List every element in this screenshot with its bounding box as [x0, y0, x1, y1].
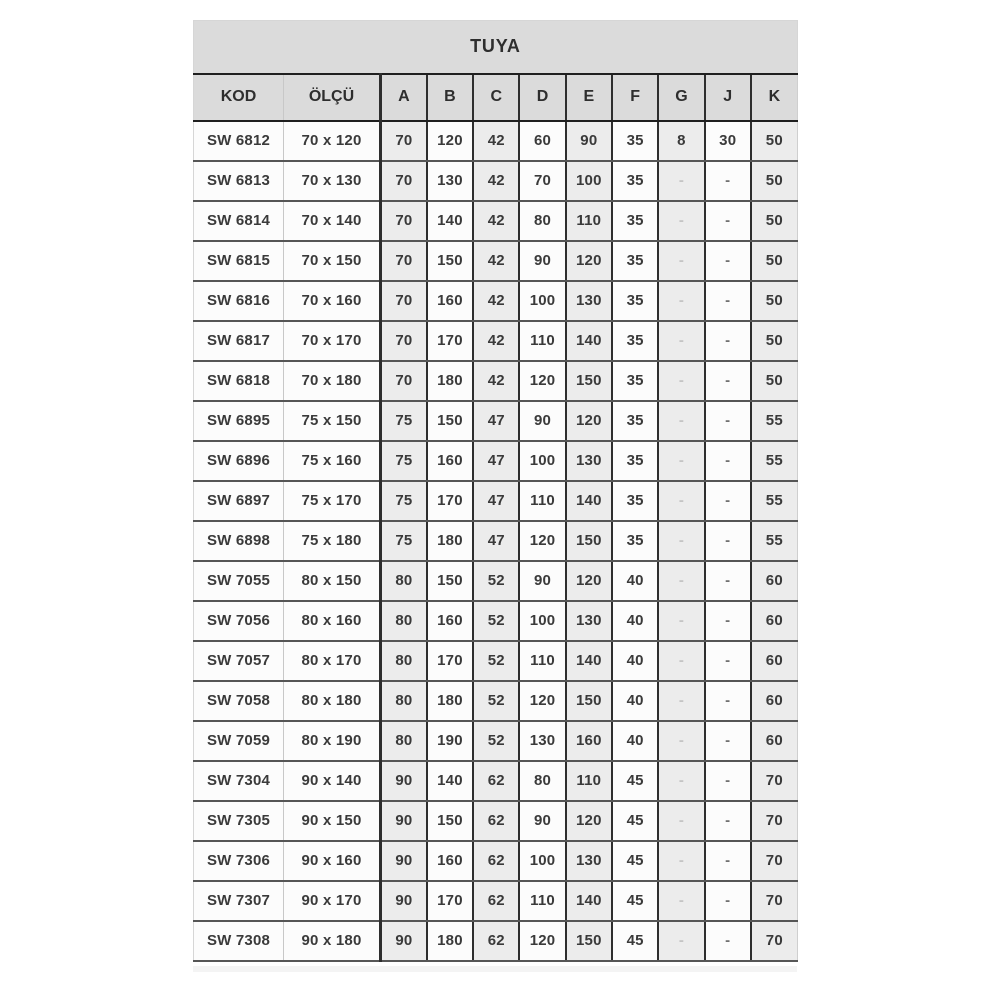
value-cell: 42 — [473, 121, 519, 161]
value-cell: 170 — [427, 321, 473, 361]
value-cell: - — [658, 601, 704, 641]
kod-cell: SW 7308 — [194, 921, 284, 961]
table-row — [194, 321, 798, 361]
value-cell: 150 — [566, 521, 612, 561]
value-cell: 55 — [751, 441, 797, 481]
kod-cell: SW 6812 — [194, 121, 284, 161]
column-header-c: C — [473, 74, 519, 121]
value-cell: 60 — [751, 561, 797, 601]
value-cell: 8 — [658, 121, 704, 161]
value-cell: 40 — [612, 681, 658, 721]
olcu-cell: 90 x 150 — [284, 801, 381, 841]
value-cell: 35 — [612, 281, 658, 321]
value-cell: 42 — [473, 321, 519, 361]
value-cell: 110 — [566, 761, 612, 801]
value-cell: 45 — [612, 761, 658, 801]
olcu-cell: 80 x 180 — [284, 681, 381, 721]
value-cell: 110 — [519, 881, 565, 921]
table-row — [194, 841, 798, 881]
value-cell: 55 — [751, 401, 797, 441]
value-cell: 80 — [381, 561, 427, 601]
value-cell: 60 — [751, 721, 797, 761]
value-cell: 55 — [751, 481, 797, 521]
value-cell: 160 — [427, 601, 473, 641]
olcu-cell: 70 x 150 — [284, 241, 381, 281]
value-cell: - — [705, 481, 751, 521]
value-cell: 52 — [473, 681, 519, 721]
value-cell: 150 — [427, 801, 473, 841]
value-cell: 35 — [612, 121, 658, 161]
value-cell: - — [658, 161, 704, 201]
value-cell: - — [705, 441, 751, 481]
table-row — [194, 241, 798, 281]
olcu-cell: 75 x 180 — [284, 521, 381, 561]
column-header-b: B — [427, 74, 473, 121]
value-cell: 70 — [381, 361, 427, 401]
value-cell: 45 — [612, 921, 658, 961]
value-cell: 60 — [751, 681, 797, 721]
olcu-cell: 70 x 170 — [284, 321, 381, 361]
kod-cell: SW 6818 — [194, 361, 284, 401]
value-cell: 60 — [519, 121, 565, 161]
value-cell: 60 — [751, 601, 797, 641]
value-cell: 45 — [612, 841, 658, 881]
value-cell: 35 — [612, 521, 658, 561]
value-cell: 80 — [519, 761, 565, 801]
value-cell: 140 — [566, 481, 612, 521]
value-cell: - — [705, 681, 751, 721]
value-cell: - — [705, 921, 751, 961]
value-cell: - — [705, 841, 751, 881]
value-cell: 90 — [381, 761, 427, 801]
value-cell: 140 — [427, 761, 473, 801]
value-cell: 75 — [381, 521, 427, 561]
value-cell: 40 — [612, 721, 658, 761]
value-cell: 52 — [473, 601, 519, 641]
value-cell: 70 — [751, 841, 797, 881]
value-cell: 160 — [427, 441, 473, 481]
header-row — [194, 74, 798, 121]
value-cell: 100 — [519, 601, 565, 641]
value-cell: 150 — [427, 401, 473, 441]
kod-cell: SW 7305 — [194, 801, 284, 841]
table-row — [194, 441, 798, 481]
value-cell: 42 — [473, 361, 519, 401]
column-header-kod: KOD — [194, 74, 284, 121]
value-cell: 180 — [427, 361, 473, 401]
column-header-g: G — [658, 74, 704, 121]
value-cell: 100 — [519, 841, 565, 881]
value-cell: 70 — [751, 801, 797, 841]
value-cell: 80 — [519, 201, 565, 241]
value-cell: 130 — [566, 841, 612, 881]
value-cell: - — [705, 601, 751, 641]
value-cell: 35 — [612, 161, 658, 201]
value-cell: 90 — [381, 881, 427, 921]
value-cell: 140 — [427, 201, 473, 241]
value-cell: 130 — [427, 161, 473, 201]
value-cell: 70 — [519, 161, 565, 201]
value-cell: - — [705, 721, 751, 761]
value-cell: 80 — [381, 681, 427, 721]
kod-cell: SW 6895 — [194, 401, 284, 441]
table-row — [194, 521, 798, 561]
value-cell: 160 — [427, 841, 473, 881]
value-cell: - — [705, 881, 751, 921]
column-header-olcu: ÖLÇÜ — [284, 74, 381, 121]
olcu-cell: 70 x 130 — [284, 161, 381, 201]
value-cell: 35 — [612, 361, 658, 401]
value-cell: 80 — [381, 601, 427, 641]
value-cell: 50 — [751, 361, 797, 401]
kod-cell: SW 6896 — [194, 441, 284, 481]
value-cell: 130 — [519, 721, 565, 761]
value-cell: 120 — [519, 521, 565, 561]
value-cell: - — [705, 801, 751, 841]
value-cell: 55 — [751, 521, 797, 561]
value-cell: 110 — [519, 481, 565, 521]
kod-cell: SW 7304 — [194, 761, 284, 801]
value-cell: 62 — [473, 921, 519, 961]
value-cell: - — [658, 401, 704, 441]
value-cell: 52 — [473, 721, 519, 761]
value-cell: 90 — [566, 121, 612, 161]
table-row — [194, 801, 798, 841]
kod-cell: SW 6813 — [194, 161, 284, 201]
value-cell: 140 — [566, 321, 612, 361]
value-cell: 150 — [566, 921, 612, 961]
kod-cell: SW 7059 — [194, 721, 284, 761]
value-cell: - — [658, 881, 704, 921]
product-spec-table — [193, 20, 798, 962]
value-cell: - — [705, 761, 751, 801]
value-cell: 180 — [427, 921, 473, 961]
value-cell: 75 — [381, 401, 427, 441]
value-cell: 180 — [427, 681, 473, 721]
value-cell: 70 — [751, 881, 797, 921]
table-row — [194, 561, 798, 601]
value-cell: 110 — [519, 321, 565, 361]
title-row — [194, 21, 798, 74]
value-cell: 50 — [751, 321, 797, 361]
value-cell: - — [705, 561, 751, 601]
table-row — [194, 361, 798, 401]
value-cell: 50 — [751, 121, 797, 161]
column-header-f: F — [612, 74, 658, 121]
value-cell: - — [658, 521, 704, 561]
value-cell: 62 — [473, 761, 519, 801]
kod-cell: SW 7057 — [194, 641, 284, 681]
value-cell: 70 — [751, 761, 797, 801]
olcu-cell: 70 x 180 — [284, 361, 381, 401]
column-header-k: K — [751, 74, 797, 121]
value-cell: 150 — [566, 361, 612, 401]
value-cell: 52 — [473, 641, 519, 681]
value-cell: 150 — [427, 561, 473, 601]
value-cell: 90 — [519, 561, 565, 601]
value-cell: 35 — [612, 321, 658, 361]
value-cell: 75 — [381, 481, 427, 521]
kod-cell: SW 6817 — [194, 321, 284, 361]
value-cell: 35 — [612, 401, 658, 441]
value-cell: 130 — [566, 441, 612, 481]
value-cell: 120 — [566, 401, 612, 441]
value-cell: 40 — [612, 641, 658, 681]
value-cell: 160 — [427, 281, 473, 321]
value-cell: 50 — [751, 201, 797, 241]
value-cell: 45 — [612, 881, 658, 921]
table-row — [194, 681, 798, 721]
olcu-cell: 80 x 170 — [284, 641, 381, 681]
olcu-cell: 90 x 180 — [284, 921, 381, 961]
olcu-cell: 90 x 160 — [284, 841, 381, 881]
value-cell: 140 — [566, 641, 612, 681]
value-cell: 90 — [519, 241, 565, 281]
value-cell: 47 — [473, 521, 519, 561]
column-header-j: J — [705, 74, 751, 121]
olcu-cell: 90 x 140 — [284, 761, 381, 801]
value-cell: 40 — [612, 561, 658, 601]
value-cell: 47 — [473, 401, 519, 441]
value-cell: 120 — [566, 561, 612, 601]
value-cell: 62 — [473, 801, 519, 841]
value-cell: 170 — [427, 881, 473, 921]
value-cell: 62 — [473, 881, 519, 921]
table-row — [194, 921, 798, 961]
olcu-cell: 80 x 160 — [284, 601, 381, 641]
column-header-a: A — [381, 74, 427, 121]
kod-cell: SW 6898 — [194, 521, 284, 561]
value-cell: 50 — [751, 161, 797, 201]
value-cell: 120 — [427, 121, 473, 161]
value-cell: - — [658, 641, 704, 681]
value-cell: 30 — [705, 121, 751, 161]
value-cell: 42 — [473, 241, 519, 281]
value-cell: 60 — [751, 641, 797, 681]
kod-cell: SW 6815 — [194, 241, 284, 281]
kod-cell: SW 7056 — [194, 601, 284, 641]
value-cell: 110 — [566, 201, 612, 241]
value-cell: 50 — [751, 281, 797, 321]
value-cell: 140 — [566, 881, 612, 921]
table-body — [194, 121, 798, 961]
value-cell: - — [658, 761, 704, 801]
value-cell: - — [658, 721, 704, 761]
value-cell: 180 — [427, 521, 473, 561]
table-row — [194, 201, 798, 241]
value-cell: 50 — [751, 241, 797, 281]
value-cell: 42 — [473, 281, 519, 321]
kod-cell: SW 7055 — [194, 561, 284, 601]
value-cell: 170 — [427, 481, 473, 521]
value-cell: 70 — [381, 121, 427, 161]
value-cell: 100 — [519, 441, 565, 481]
value-cell: - — [658, 321, 704, 361]
olcu-cell: 75 x 150 — [284, 401, 381, 441]
value-cell: 160 — [566, 721, 612, 761]
value-cell: 150 — [427, 241, 473, 281]
value-cell: - — [705, 401, 751, 441]
value-cell: - — [658, 201, 704, 241]
value-cell: - — [705, 161, 751, 201]
value-cell: 62 — [473, 841, 519, 881]
value-cell: 150 — [566, 681, 612, 721]
value-cell: - — [658, 241, 704, 281]
table-row — [194, 161, 798, 201]
value-cell: 42 — [473, 201, 519, 241]
table-row — [194, 881, 798, 921]
table-row — [194, 761, 798, 801]
value-cell: 120 — [566, 801, 612, 841]
table-row — [194, 481, 798, 521]
value-cell: 110 — [519, 641, 565, 681]
column-header-e: E — [566, 74, 612, 121]
olcu-cell: 70 x 160 — [284, 281, 381, 321]
value-cell: 130 — [566, 601, 612, 641]
value-cell: - — [658, 281, 704, 321]
value-cell: 170 — [427, 641, 473, 681]
olcu-cell: 80 x 150 — [284, 561, 381, 601]
column-header-d: D — [519, 74, 565, 121]
value-cell: 120 — [519, 681, 565, 721]
olcu-cell: 80 x 190 — [284, 721, 381, 761]
value-cell: 100 — [519, 281, 565, 321]
value-cell: 70 — [381, 241, 427, 281]
value-cell: - — [705, 521, 751, 561]
value-cell: 100 — [566, 161, 612, 201]
value-cell: - — [705, 321, 751, 361]
table-row — [194, 281, 798, 321]
table-row — [194, 721, 798, 761]
value-cell: 52 — [473, 561, 519, 601]
value-cell: 35 — [612, 441, 658, 481]
value-cell: 190 — [427, 721, 473, 761]
value-cell: 35 — [612, 481, 658, 521]
value-cell: 70 — [381, 201, 427, 241]
value-cell: 120 — [519, 921, 565, 961]
value-cell: 90 — [381, 801, 427, 841]
kod-cell: SW 7058 — [194, 681, 284, 721]
value-cell: 70 — [381, 161, 427, 201]
value-cell: - — [705, 641, 751, 681]
table-row — [194, 401, 798, 441]
value-cell: 40 — [612, 601, 658, 641]
table-row — [194, 641, 798, 681]
value-cell: 45 — [612, 801, 658, 841]
kod-cell: SW 6897 — [194, 481, 284, 521]
value-cell: 90 — [519, 401, 565, 441]
value-cell: - — [705, 361, 751, 401]
value-cell: - — [658, 921, 704, 961]
value-cell: 47 — [473, 441, 519, 481]
value-cell: 47 — [473, 481, 519, 521]
olcu-cell: 75 x 170 — [284, 481, 381, 521]
value-cell: - — [705, 201, 751, 241]
value-cell: - — [658, 361, 704, 401]
value-cell: - — [705, 241, 751, 281]
value-cell: - — [658, 801, 704, 841]
value-cell: 80 — [381, 721, 427, 761]
value-cell: 80 — [381, 641, 427, 681]
value-cell: 35 — [612, 241, 658, 281]
kod-cell: SW 6814 — [194, 201, 284, 241]
value-cell: 90 — [381, 841, 427, 881]
olcu-cell: 75 x 160 — [284, 441, 381, 481]
value-cell: 75 — [381, 441, 427, 481]
value-cell: - — [658, 561, 704, 601]
value-cell: 90 — [519, 801, 565, 841]
value-cell: - — [658, 441, 704, 481]
table-title: TUYA — [194, 21, 798, 74]
value-cell: 70 — [381, 281, 427, 321]
olcu-cell: 70 x 120 — [284, 121, 381, 161]
value-cell: 70 — [751, 921, 797, 961]
olcu-cell: 90 x 170 — [284, 881, 381, 921]
value-cell: - — [705, 281, 751, 321]
table-row — [194, 121, 798, 161]
value-cell: - — [658, 681, 704, 721]
value-cell: 120 — [566, 241, 612, 281]
value-cell: 120 — [519, 361, 565, 401]
value-cell: 130 — [566, 281, 612, 321]
value-cell: 42 — [473, 161, 519, 201]
kod-cell: SW 7306 — [194, 841, 284, 881]
olcu-cell: 70 x 140 — [284, 201, 381, 241]
value-cell: - — [658, 481, 704, 521]
value-cell: 90 — [381, 921, 427, 961]
value-cell: 35 — [612, 201, 658, 241]
value-cell: 70 — [381, 321, 427, 361]
table-row — [194, 601, 798, 641]
value-cell: - — [658, 841, 704, 881]
kod-cell: SW 6816 — [194, 281, 284, 321]
kod-cell: SW 7307 — [194, 881, 284, 921]
